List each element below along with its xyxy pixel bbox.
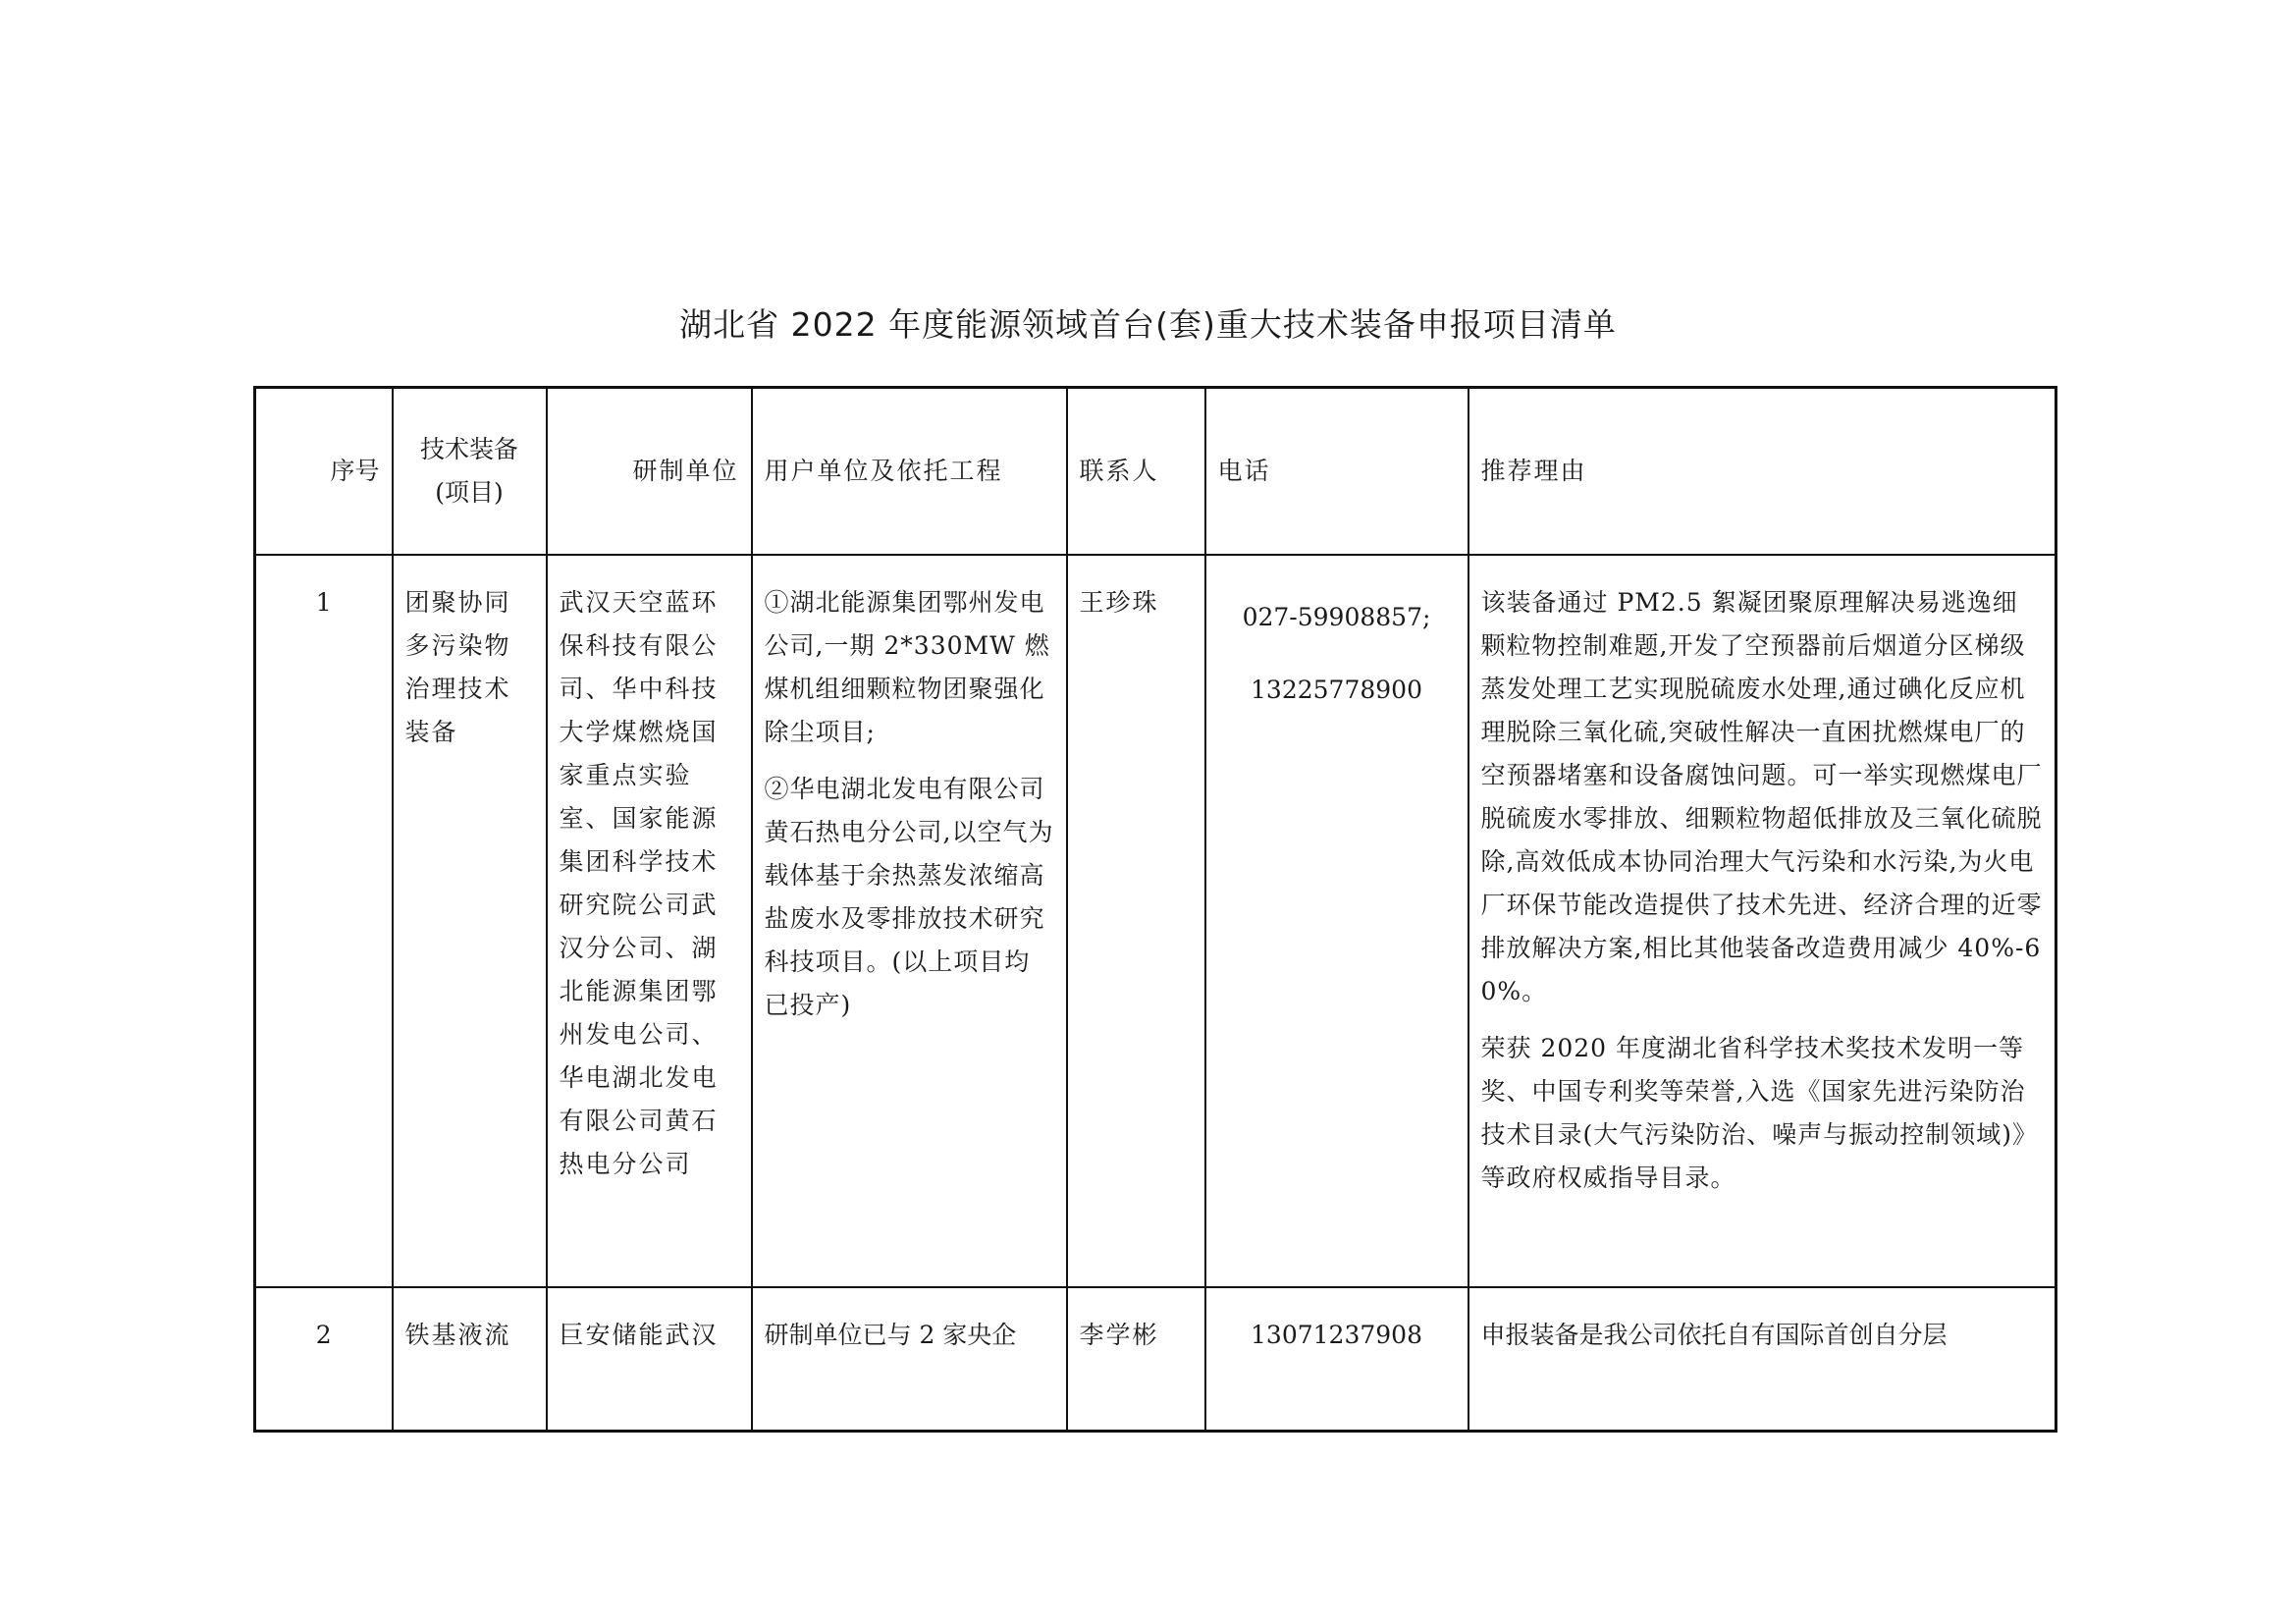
cell-reason [1468,555,2056,1287]
cell-developer: 武汉天空蓝环保科技有限公司、华中科技大学煤燃烧国家重点实验室、国家能源集团科学技术研究院公司武汉分公司、湖北能源集团鄂州发电公司、华电湖北发电有限公司黄石热电分公司 [547,555,752,1287]
project-table [253,386,2057,1433]
reason-paragraph-2: 荣获 2020 年度湖北省科学技术奖技术发明一等奖、中国专利奖等荣誉,入选《国家先进污染防治技术目录(大气污染防治、噪声与振动控制领域)》等政府权威指导目录。 [1480,1034,2039,1192]
header-row [255,388,2056,556]
table-row [255,555,2056,1287]
header-user: 用户单位及依托工程 [752,388,1067,556]
reason-paragraph-1: 该装备通过 PM2.5 絮凝团聚原理解决易逃逸细颗粒物控制难题,开发了空预器前后烟道分区梯级蒸发处理工艺实现脱硫废水处理,通过碘化反应机理脱除三氧化硫,突破性解决一直困扰燃煤电厂的空预器堵塞和设备腐蚀问题。可一举实现燃煤电厂脱硫废水零排放、细颗粒物超低排放及三氧化硫脱除,高效低成本协同治理大气污染和水污染,为火电厂环保节能改造提供了技术先进、经济合理的近零排放解决方案,相比其他装备改造费用减少 40%-60%。 [1480,588,2043,1005]
header-seq: 序号 [255,388,393,556]
cell-contact: 李学彬 [1067,1287,1205,1432]
document-title: 湖北省 2022 年度能源领域首台(套)重大技术装备申报项目清单 [679,305,1617,344]
cell-reason: 申报装备是我公司依托自有国际首创自分层 [1468,1287,2056,1432]
cell-user: 研制单位已与 2 家央企 [752,1287,1067,1432]
user-project-2: ②华电湖北发电有限公司黄石热电分公司,以空气为载体基于余热蒸发浓缩高盐废水及零排放技术研究科技项目。(以上项目均已投产) [764,775,1054,1019]
table-row [255,1287,2056,1432]
cell-equipment: 铁基液流 [393,1287,547,1432]
header-contact: 联系人 [1067,388,1205,556]
cell-phone [1205,555,1468,1287]
cell-seq: 2 [255,1287,393,1432]
phone-landline: 027-59908857; [1242,603,1431,631]
header-phone: 电话 [1205,388,1468,556]
cell-seq: 1 [255,555,393,1287]
header-equipment: 技术装备(项目) [393,388,547,556]
cell-equipment: 团聚协同多污染物治理技术装备 [393,555,547,1287]
cell-user [752,555,1067,1287]
cell-contact: 王珍珠 [1067,555,1205,1287]
header-reason: 推荐理由 [1468,388,2056,556]
cell-developer: 巨安储能武汉 [547,1287,752,1432]
user-project-1: ①湖北能源集团鄂州发电公司,一期 2*330MW 燃煤机组细颗粒物团聚强化除尘项目; [764,588,1050,746]
cell-phone: 13071237908 [1205,1287,1468,1432]
phone-mobile: 13225778900 [1251,676,1422,704]
header-developer: 研制单位 [547,388,752,556]
